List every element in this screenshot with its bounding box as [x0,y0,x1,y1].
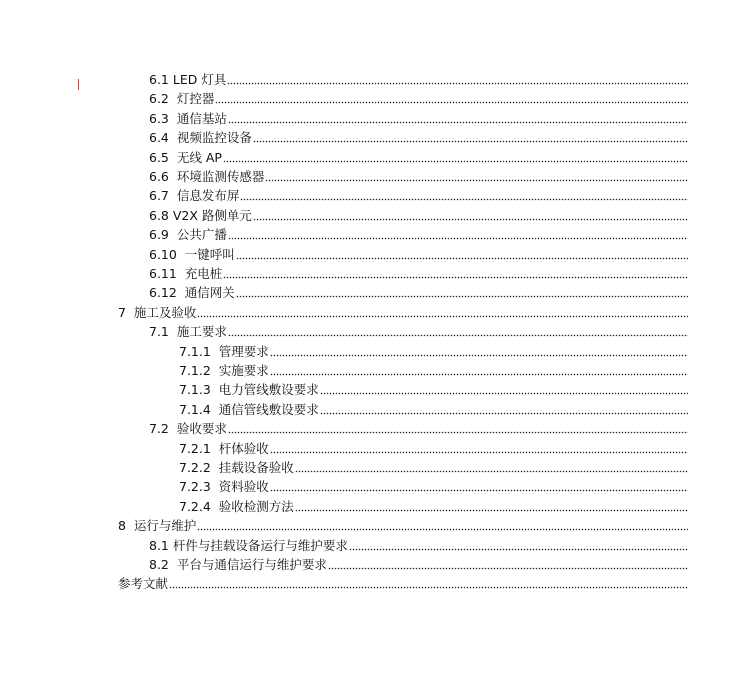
toc-entry-number: 6.10 [149,247,177,262]
toc-entry-title: 通信管线敷设要求 [218,402,319,417]
toc-entry-separator [169,128,177,147]
toc-dot-leader [270,480,688,494]
toc-entry-title: 通信基站 [176,111,227,126]
toc-entry-title: 资料验收 [218,479,269,494]
toc-dot-leader [270,345,688,359]
toc-entry-number: 7.1 [149,324,169,339]
toc-entry-title: V2X 路侧单元 [172,208,252,223]
toc-entry-number: 7.1.1 [179,344,211,359]
toc-dot-leader [197,519,688,533]
toc-dot-leader [270,442,688,456]
toc-entry[interactable] [149,167,688,186]
toc-entry-title: 挂载设备验收 [218,460,294,475]
toc-entry[interactable] [149,225,688,244]
toc-entry-separator [211,361,219,380]
toc-entry-title: 公共广播 [176,227,227,242]
toc-entry-separator [169,89,177,108]
toc-dot-leader [228,112,688,126]
toc-entry-title: 杆体验收 [218,441,269,456]
toc-entry-separator [177,264,185,283]
toc-entry-title: 通信网关 [184,285,235,300]
toc-entry[interactable] [149,419,688,438]
toc-entry-number: 6.4 [149,130,169,145]
toc-entry-number: 8.2 [149,557,169,572]
toc-dot-leader [295,461,688,475]
toc-entry[interactable] [118,516,688,535]
toc-entry[interactable] [179,361,688,380]
toc-entry-number: 6.8 [149,208,169,223]
toc-entry-number: 7.2.3 [179,479,211,494]
toc-dot-leader [228,325,688,339]
toc-entry-number: 6.3 [149,111,169,126]
toc-entry[interactable] [179,380,688,399]
toc-dot-leader [253,209,688,223]
toc-entry[interactable] [149,109,688,128]
toc-dot-leader [236,286,688,300]
toc-dot-leader [169,577,688,591]
toc-entry[interactable] [179,400,688,419]
toc-entry[interactable] [149,206,688,225]
toc-entry-number: 7.1.4 [179,402,211,417]
toc-entry-separator [169,225,177,244]
toc-entry-title: 无线 AP [176,150,222,165]
toc-entry-title: 环境监测传感器 [176,169,265,184]
toc-dot-leader [320,403,688,417]
toc-dot-leader [223,151,688,165]
toc-entry-number: 6.6 [149,169,169,184]
toc-entry[interactable] [179,477,688,496]
toc-entry-number: 6.2 [149,91,169,106]
toc-entry-title: 电力管线敷设要求 [218,382,319,397]
toc-entry-number: 7.1.2 [179,363,211,378]
toc-entry-title: 实施要求 [218,363,269,378]
toc-entry[interactable] [149,245,688,264]
toc-entry-title: 杆件与挂载设备运行与维护要求 [172,538,348,553]
toc-entry-separator [169,148,177,167]
toc-entry-number: 6.9 [149,227,169,242]
toc-dot-leader [227,73,688,87]
toc-entry-title: 信息发布屏 [176,188,240,203]
toc-entry-number: 8 [118,518,126,533]
toc-entry-number: 6.7 [149,188,169,203]
toc-dot-leader [265,170,688,184]
toc-entry[interactable] [149,322,688,341]
toc-entry-separator [211,439,219,458]
toc-entry-number: 6.12 [149,285,177,300]
toc-entry[interactable] [149,186,688,205]
toc-entry[interactable] [118,303,688,322]
toc-dot-leader [228,228,688,242]
toc-dot-leader [236,248,688,262]
toc-entry[interactable] [179,439,688,458]
toc-entry-title: 施工及验收 [133,305,197,320]
toc-dot-leader [215,92,688,106]
toc-entry-separator [211,342,219,361]
toc-dot-leader [253,131,688,145]
toc-entry-separator [169,167,177,186]
toc-entry-title: 充电桩 [184,266,223,281]
toc-entry-title: 视频监控设备 [176,130,252,145]
toc-entry-number: 7.2.4 [179,499,211,514]
toc-entry-number: 7.1.3 [179,382,211,397]
toc-dot-leader [295,500,688,514]
toc-dot-leader [228,422,688,436]
toc-entry-title: 施工要求 [176,324,227,339]
toc-entry-title: 验收检测方法 [218,499,294,514]
toc-dot-leader [320,383,688,397]
toc-entry-title: 参考文献 [118,576,169,591]
toc-entry-separator [169,109,177,128]
toc-entry-separator [211,458,219,477]
toc-entry-number: 8.1 [149,538,169,553]
text-cursor-marker [78,79,79,90]
toc-entry-separator [177,283,185,302]
toc-entry[interactable] [149,70,688,89]
toc-entry-separator [211,497,219,516]
toc-entry[interactable] [179,458,688,477]
toc-entry[interactable] [179,497,688,516]
toc-entry-separator [126,516,134,535]
toc-dot-leader [223,267,688,281]
toc-entry-separator [169,322,177,341]
toc-entry[interactable] [118,574,688,593]
toc-dot-leader [240,189,688,203]
toc-entry-separator [211,400,219,419]
toc-entry-title: 管理要求 [218,344,269,359]
toc-entry[interactable] [149,555,688,574]
toc-dot-leader [270,364,688,378]
toc-entry-number: 7.2 [149,421,169,436]
toc-entry[interactable] [149,128,688,147]
toc-entry[interactable] [149,264,688,283]
toc-entry[interactable] [149,148,688,167]
toc-entry[interactable] [149,283,688,302]
toc-entry-separator [177,245,185,264]
toc-entry-separator [211,477,219,496]
toc-entry-title: 平台与通信运行与维护要求 [176,557,327,572]
toc-entry-number: 7.2.2 [179,460,211,475]
toc-dot-leader [328,558,688,572]
toc-entry[interactable] [149,89,688,108]
toc-entry-number: 6.11 [149,266,177,281]
toc-entry-title: 运行与维护 [133,518,197,533]
toc-entry-number: 7 [118,305,126,320]
toc-entry-number: 6.1 [149,72,169,87]
toc-dot-leader [349,539,688,553]
toc-entry-separator [169,419,177,438]
toc-entry-separator [169,186,177,205]
toc-entry-title: 验收要求 [176,421,227,436]
toc-entry-title: 一键呼叫 [184,247,235,262]
toc-entry-separator [169,555,177,574]
toc-dot-leader [197,306,688,320]
toc-entry-title: 灯控器 [176,91,215,106]
toc-entry-separator [211,380,219,399]
toc-entry-separator [126,303,134,322]
toc-entry[interactable] [179,342,688,361]
toc-entry-number: 7.2.1 [179,441,211,456]
toc-entry-title: LED 灯具 [172,72,227,87]
toc-entry-number: 6.5 [149,150,169,165]
toc-entry[interactable] [149,536,688,555]
